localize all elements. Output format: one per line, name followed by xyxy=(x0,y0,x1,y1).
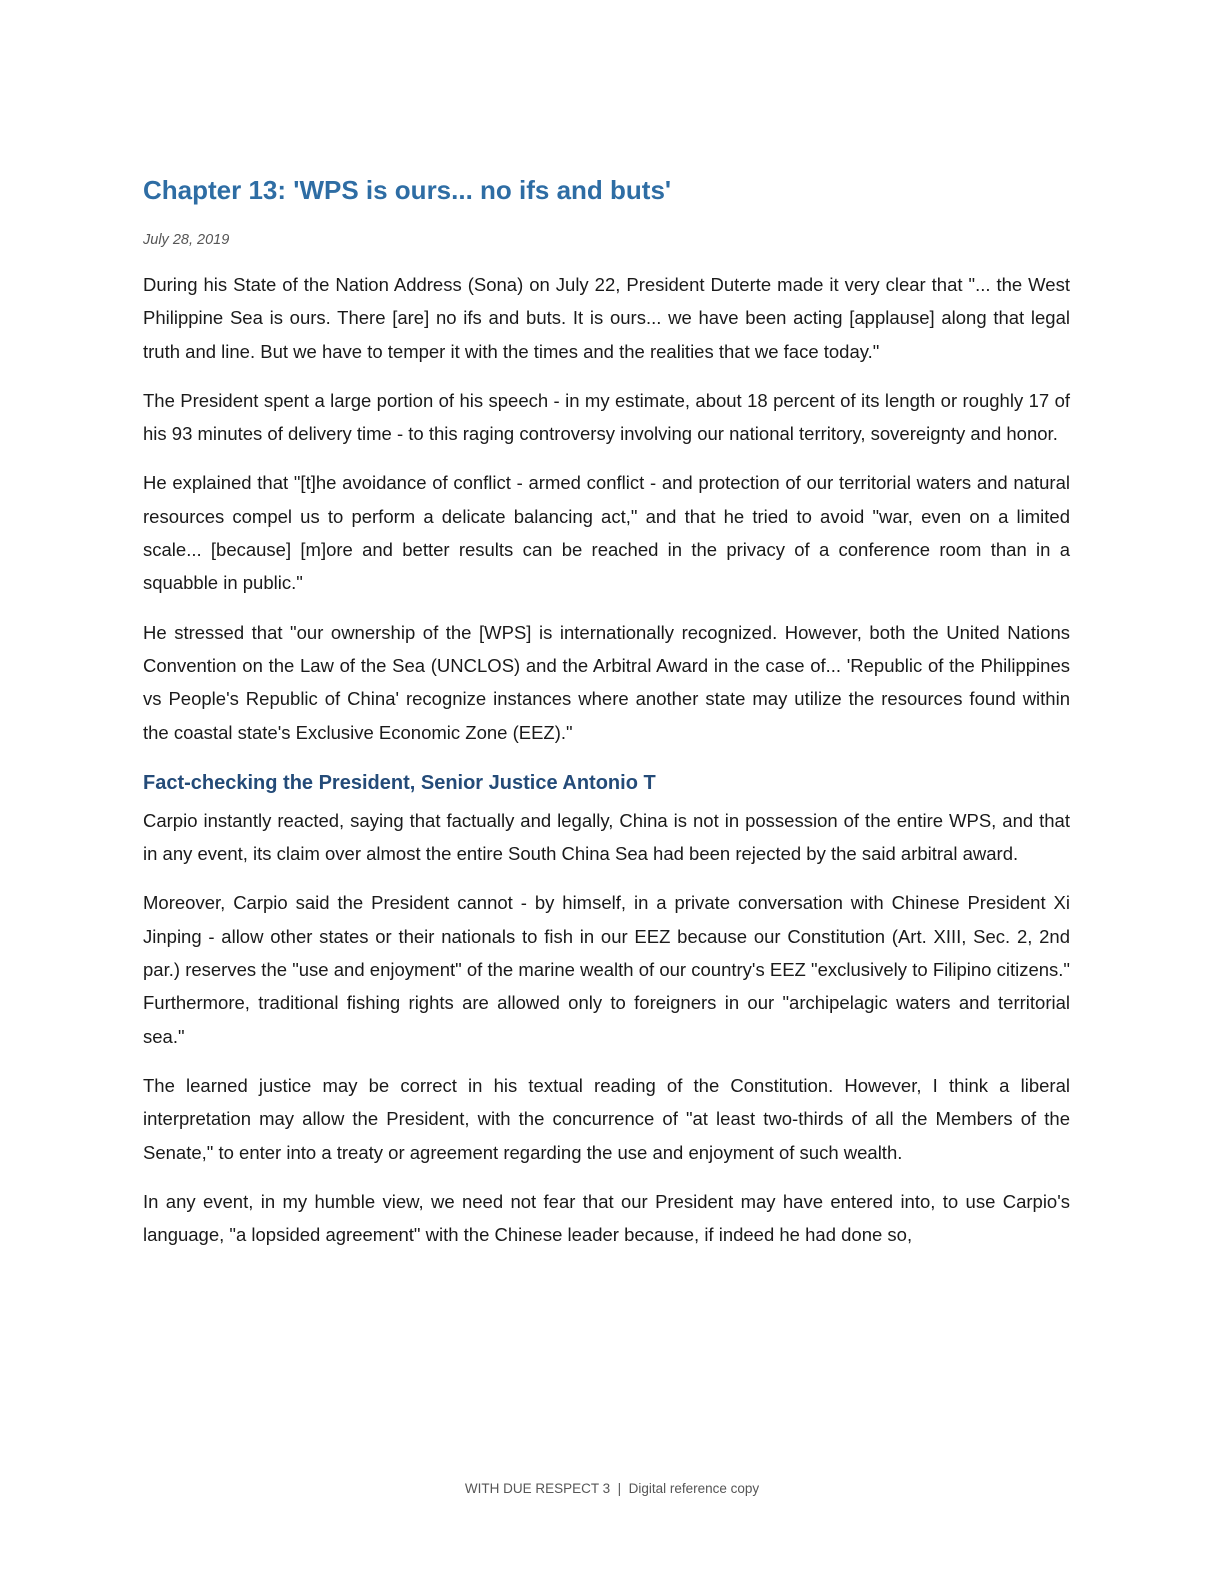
body-paragraph-6: Moreover, Carpio said the President cannot - by himself, in a private conversation with Chinese President Xi Jinping - allow other states or their nationals to fish in our EEZ because our Constitution (Art. XIII, Sec. 2, 2nd par.) reserves the "use and enjoyment" of the marine wealth of our country's EEZ "exclusively to Filipino citizens." Furthermore, traditional fishing rights are allowed only to foreigners in our "archipelagic waters and territorial sea." xyxy=(143,892,1070,1047)
section-subheading: Fact-checking the President, Senior Justice Antonio T xyxy=(143,771,656,794)
body-paragraph-2: The President spent a large portion of his speech - in my estimate, about 18 percent of its length or roughly 17 of his 93 minutes of delivery time - to this raging controversy involving our national territory, sovereignty and honor. xyxy=(143,389,1070,445)
body-paragraph-8: In any event, in my humble view, we need not fear that our President may have entered into, to use Carpio's language, "a lopsided agreement" with the Chinese leader because, if indeed he had done so, xyxy=(143,1190,1070,1246)
document-page xyxy=(143,172,1070,1251)
body-paragraph-7: The learned justice may be correct in his textual reading of the Constitution. However, I think a liberal interpretation may allow the President, with the concurrence of "at least two-thirds of all the Members of the Senate," to enter into a treaty or agreement regarding the use and enjoyment of such wealth. xyxy=(143,1074,1070,1163)
page-footer: WITH DUE RESPECT 3 | Digital reference copy xyxy=(464,1481,760,1496)
body-paragraph-3: He explained that "[t]he avoidance of conflict - armed conflict - and protection of our territorial waters and natural resources compel us to perform a delicate balancing act," and that he tried to avoid "war, even on a limited scale... [because] [m]ore and better results can be reached in the privacy of a conference room than in a squabble in public." xyxy=(143,472,1070,594)
body-paragraph-5: Carpio instantly reacted, saying that factually and legally, China is not in possession of the entire WPS, and that in any event, its claim over almost the entire South China Sea had been rejected by the said arbitral award. xyxy=(143,809,1070,865)
chapter-title: Chapter 13: 'WPS is ours... no ifs and buts' xyxy=(143,175,672,205)
body-paragraph-4: He stressed that "our ownership of the [WPS] is internationally recognized. However, both the United Nations Convention on the Law of the Sea (UNCLOS) and the Arbitral Award in the case of... 'Republic of the Philippines vs People's Republic of China' recognize instances where another state may utilize the resources found within the coastal state's Exclusive Economic Zone (EEZ)." xyxy=(143,621,1070,743)
publication-date: July 28, 2019 xyxy=(143,232,230,248)
body-paragraph-1: During his State of the Nation Address (Sona) on July 22, President Duterte made it very clear that "... the West Philippine Sea is ours. There [are] no ifs and buts. It is ours... we have been acting [applause] along that legal truth and line. But we have to temper it with the times and the realities that we face today." xyxy=(143,274,1070,362)
